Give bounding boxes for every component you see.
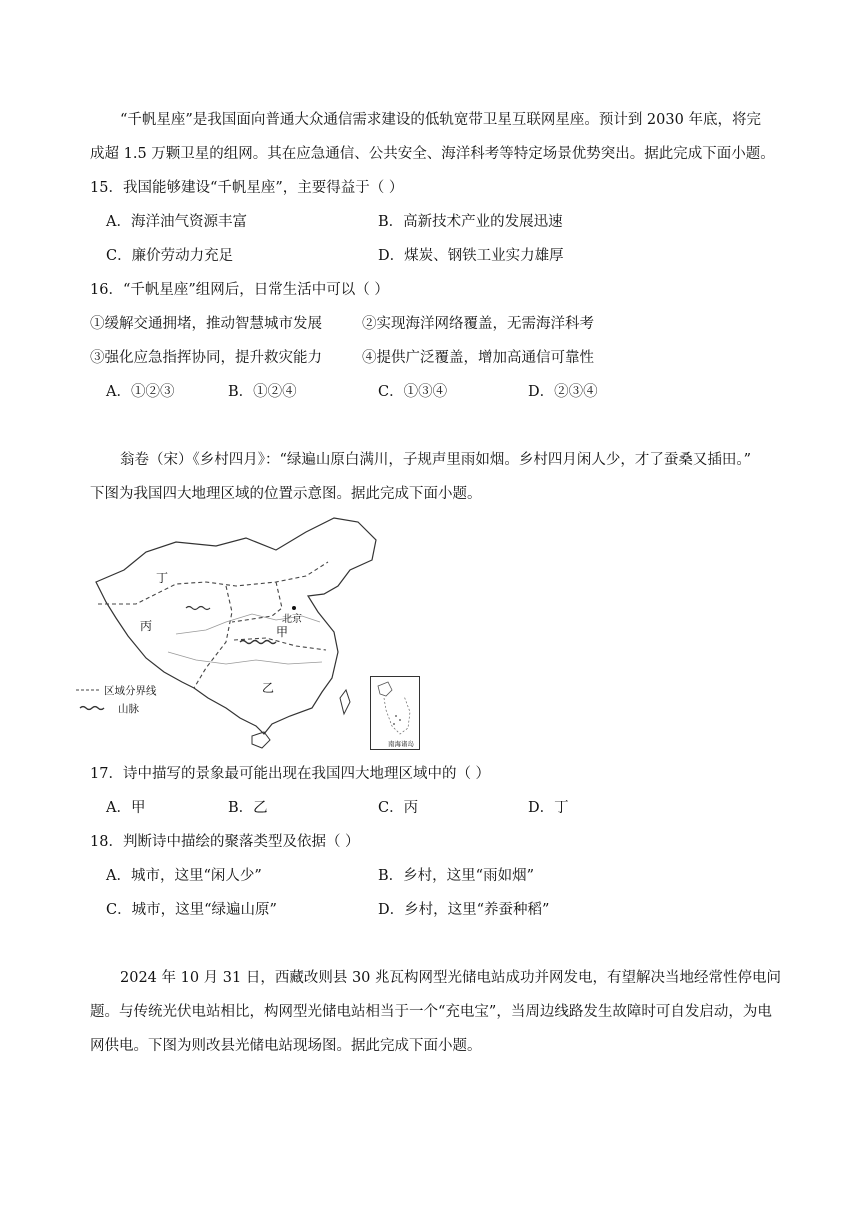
question-15-stem: 15．我国能够建设“千帆星座”，主要得益于（ ） (90, 180, 404, 196)
q16-option-a: A．①②③ (106, 384, 175, 400)
region-label-bing: 丙 (140, 619, 153, 633)
passage-1-line-2: 成超 1.5 万颗卫星的组网。其在应急通信、公共安全、海洋科考等特定场景优势突出。据此完成下面小题。 (90, 146, 775, 162)
legend-mountain-label: 山脉 (118, 703, 139, 715)
q16-option-d: D．②③④ (528, 384, 598, 400)
boundary-line-east (232, 582, 282, 622)
inset-island (399, 719, 401, 721)
passage-1-line-1: “千帆星座”是我国面向普通大众通信需求建设的低轨宽带卫星互联网星座。预计到 2030 年底，将完 (120, 112, 761, 128)
q16-item-2: ②实现海洋网络覆盖，无需海洋科考 (362, 316, 594, 332)
inset-frame (371, 677, 420, 750)
question-17-stem: 17．诗中描写的景象最可能出现在我国四大地理区域中的（ ） (90, 766, 491, 782)
mountain-range-qinling (240, 641, 276, 644)
beijing-label: 北京 (282, 614, 302, 625)
q16-option-c: C．①③④ (378, 384, 448, 400)
passage-2-line-2: 下图为我国四大地理区域的位置示意图。据此完成下面小题。 (90, 486, 482, 502)
boundary-line-north (98, 562, 328, 604)
inset-label: 南海诸岛 (388, 740, 414, 748)
passage-2-line-1: 翁卷（宋）《乡村四月》：“绿遍山原白满川，子规声里雨如烟。乡村四月闲人少，才了蚕桑又插田。” (120, 452, 752, 468)
q15-option-d: D．煤炭、钢铁工业实力雄厚 (378, 248, 564, 264)
q17-option-b: B．乙 (228, 800, 268, 816)
q15-option-a: A．海洋油气资源丰富 (106, 214, 247, 230)
region-label-jia: 甲 (276, 625, 289, 639)
passage-3-line-1: 2024 年 10 月 31 日，西藏改则县 30 兆瓦构网型光储电站成功并网发电，有望解决当地经常性停电问 (120, 970, 782, 986)
q18-option-b: B．乡村，这里“雨如烟” (378, 868, 534, 884)
passage-3-line-2: 题。与传统光伏电站相比，构网型光储电站相当于一个“充电宝”，当周边线路发生故障时可自发启动，为电 (90, 1004, 772, 1020)
legend-mountain-swatch (80, 707, 104, 710)
q17-option-a: A．甲 (106, 800, 146, 816)
q17-option-d: D．丁 (528, 800, 569, 816)
china-outline (96, 518, 376, 734)
question-16-stem: 16．“千帆星座”组网后，日常生活中可以（ ） (90, 282, 389, 298)
q18-option-a: A．城市，这里“闲人少” (106, 868, 262, 884)
hainan-island (252, 732, 270, 748)
q18-option-d: D．乡村，这里“养蚕种稻” (378, 902, 550, 918)
region-label-yi: 乙 (262, 681, 275, 695)
inset-island (395, 715, 397, 717)
beijing-dot (292, 606, 296, 610)
q15-option-c: C．廉价劳动力充足 (106, 248, 234, 264)
q16-option-b: B．①②④ (228, 384, 297, 400)
q16-item-1: ①缓解交通拥堵，推动智慧城市发展 (90, 316, 322, 332)
region-label-ding: 丁 (156, 571, 169, 585)
question-18-stem: 18．判断诗中描绘的聚落类型及依据（ ） (90, 834, 360, 850)
q15-option-b: B．高新技术产业的发展迅速 (378, 214, 563, 230)
inset-island (393, 723, 395, 725)
q16-item-4: ④提供广泛覆盖，增加高通信可靠性 (362, 350, 594, 366)
legend-boundary-label: 区域分界线 (104, 685, 157, 697)
q18-option-c: C．城市，这里“绿遍山原” (106, 902, 277, 918)
q16-item-3: ③强化应急指挥协同，提升救灾能力 (90, 350, 322, 366)
q17-option-c: C．丙 (378, 800, 419, 816)
yangtze-river (168, 652, 322, 664)
taiwan-island (340, 690, 350, 714)
mountain-range-central (186, 607, 210, 610)
boundary-line-west (194, 586, 232, 688)
south-china-sea-inset (370, 676, 420, 750)
passage-3-line-3: 网供电。下图为则改县光储电站现场图。据此完成下面小题。 (90, 1038, 482, 1054)
boundary-line-qinling (234, 638, 326, 650)
